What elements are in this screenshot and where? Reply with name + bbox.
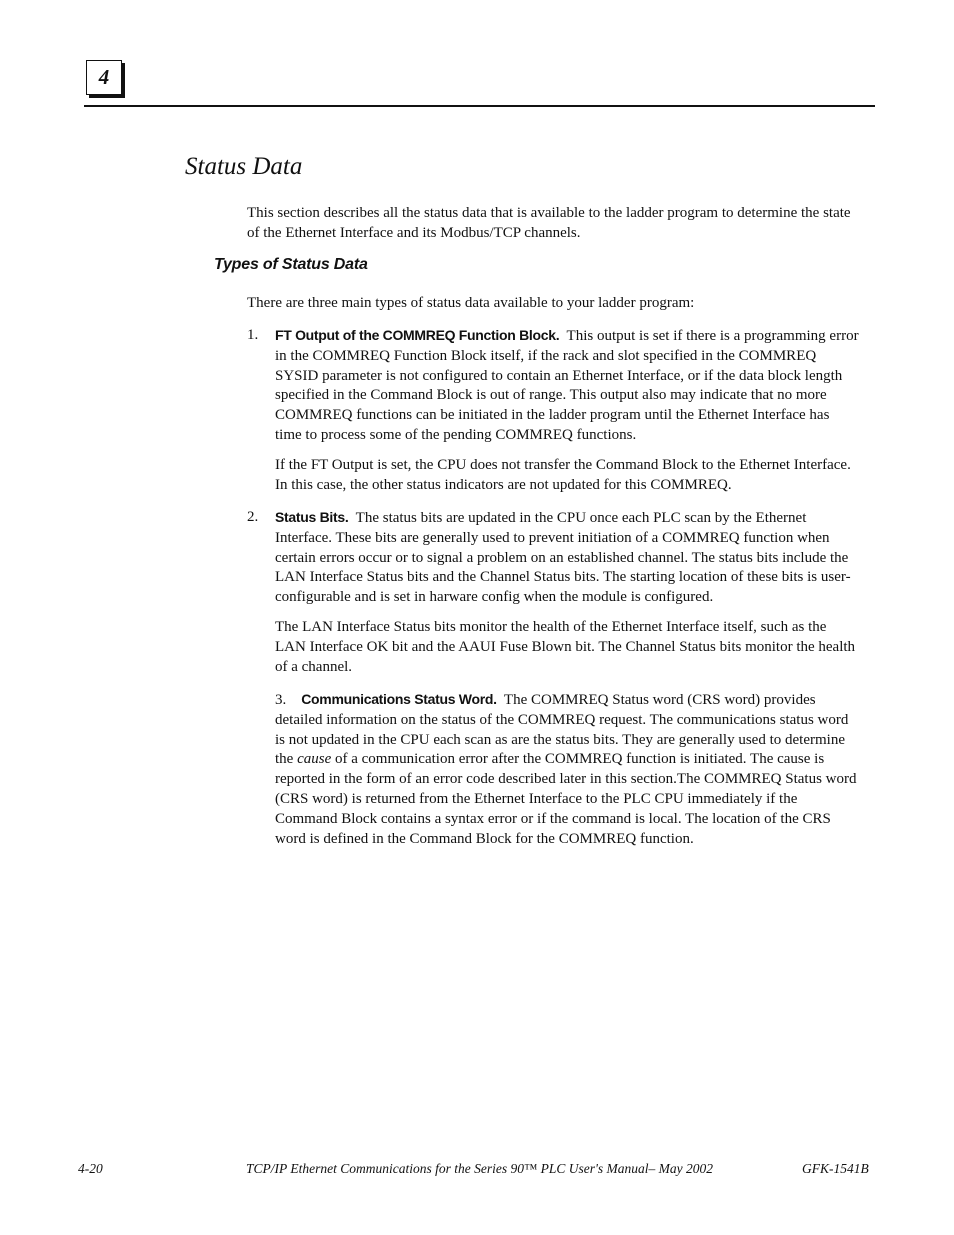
- chapter-number-box: [86, 60, 122, 95]
- item-3-text-b: of a communication error after the COMMREQ function is initiated. The cause is reported in the form of an error code described later in this section.The COMMREQ Status word (CRS word) is returned from the Ethernet Interface to the PLC CPU immediately if the Command Block contains a syntax error or if the command is local. The location of the CRS word is defined in the Command Block for the COMMREQ function.: [275, 751, 857, 847]
- footer-page-number: 4-20: [78, 1161, 103, 1176]
- chapter-number: 4: [98, 65, 110, 89]
- page-title: Status Data: [185, 153, 303, 180]
- footer-manual-title: TCP/IP Ethernet Communications for the Series 90™ PLC User's Manual– May 2002: [246, 1161, 713, 1176]
- item-3-lead: Communications Status Word.: [301, 691, 497, 707]
- item-2-text: The status bits are updated in the CPU once each PLC scan by the Ethernet Interface. These bits are generally used to prevent initiation of a COMMREQ function when certain errors occur or to signal a problem on an established channel. The status bits include the LAN Interface Status bits and the Channel Status bits. The starting location of these bits is user-configurable and is set in harware config when the module is configured.: [275, 510, 851, 606]
- item-3-text-emphasis: cause: [297, 751, 332, 768]
- item-2-paragraph: [275, 508, 859, 608]
- item-2-followup: The LAN Interface Status bits monitor the health of the Ethernet Interface itself, such as the LAN Interface OK bit and the AAUI Fuse Blown bit. The Channel Status bits monitor the health of a channel.: [275, 619, 856, 675]
- subheading: Types of Status Data: [214, 256, 368, 273]
- item-3-paragraph: [275, 690, 859, 849]
- item-3-text-a: The COMMREQ Status word (CRS word) provides detailed information on the status of the COMMREQ request. The communications status word is not updated in the CPU each scan as are the status bits. They are generally used to determine the: [275, 692, 849, 768]
- item-3-number: 3.: [275, 692, 287, 708]
- item-1-paragraph: [275, 326, 859, 446]
- lead-in-paragraph: There are three main types of status data available to your ladder program:: [247, 295, 695, 311]
- item-2-lead: Status Bits.: [275, 509, 349, 525]
- item-2-number: 2.: [247, 509, 259, 525]
- item-1-followup: If the FT Output is set, the CPU does not transfer the Command Block to the Ethernet Interface. In this case, the other status indicators are not updated for this COMMREQ.: [275, 457, 851, 493]
- footer-doc-id: GFK-1541B: [802, 1161, 869, 1176]
- item-1-number: 1.: [247, 327, 259, 343]
- item-1-lead: FT Output of the COMMREQ Function Block.: [275, 327, 560, 343]
- item-1-text: This output is set if there is a programming error in the COMMREQ Function Block itself, if the rack and slot specified in the COMMREQ SYSID parameter is not configured to contain an Ethernet Interface, or if the data block length specified in the Command Block is out of range. This output also may indicate that no more COMMREQ functions can be initiated in the ladder program until the Ethernet Interface has time to process some of the pending COMMREQ functions.: [275, 328, 859, 443]
- intro-paragraph: This section describes all the status data that is available to the ladder program to determine the state of the Ethernet Interface and its Modbus/TCP channels.: [247, 205, 851, 241]
- header-rule: [84, 105, 875, 107]
